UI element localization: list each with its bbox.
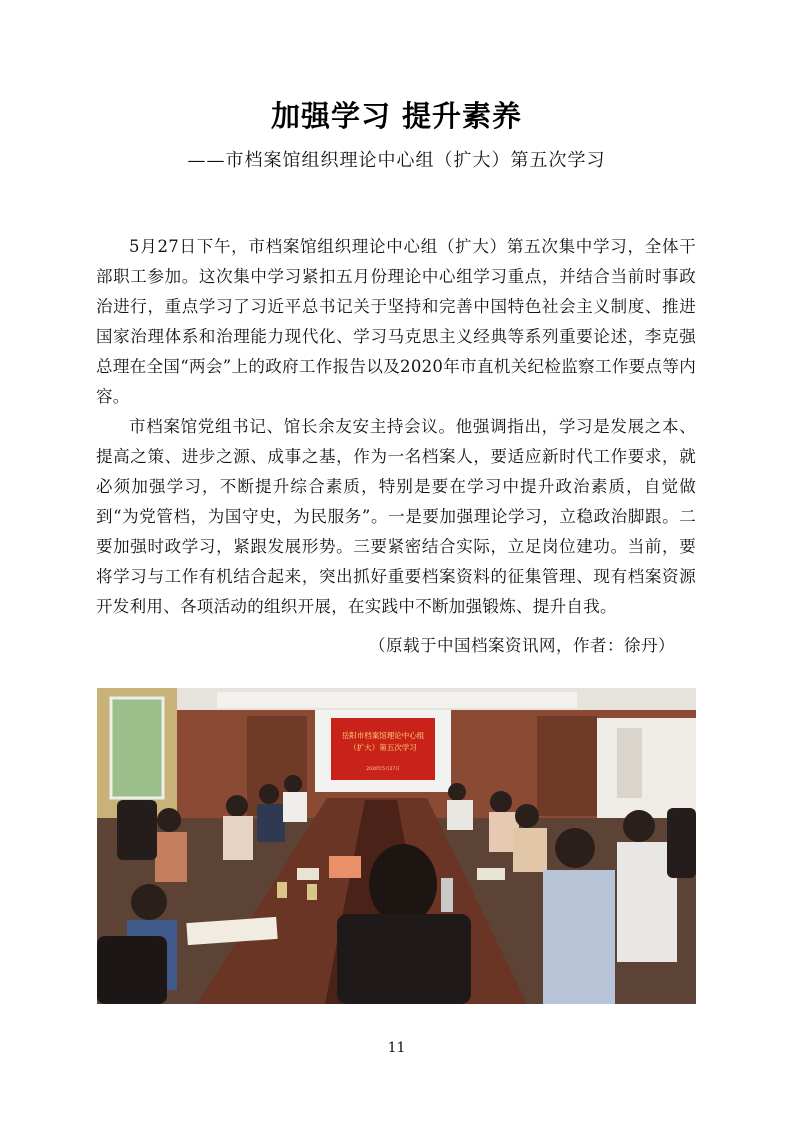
article-subtitle: ——市档案馆组织理论中心组（扩大）第五次学习 — [187, 150, 606, 171]
body-paragraph-2: 市档案馆党组书记、馆长余友安主持会议。他强调指出，学习是发展之本、提高之策、进步之源、成事之基，作为一名档案人，要适应新时代工作要求，就必须加强学习，不断提升综合素质，特别是要在学习中提升政治素质，自觉做到“为党管档，为国守史，为民服务”。一是要加强理论学习，立稳政治脚跟。二要加强时政学习，紧跟发展形势。三要紧密结合实际，立足岗位建功。当前，要将学习与工作有机结合起来，突出抓好重要档案资料的征集管理、现有档案资源开发利用、各项活动的组织开展，在实践中不断加强锻炼、提升自我。 — [96, 417, 696, 616]
meeting-photo — [97, 688, 696, 1004]
article-body — [96, 232, 696, 622]
screen-title-line-2: （扩大）第五次学习 — [349, 743, 417, 752]
article-title: 加强学习 提升素养 — [270, 99, 523, 133]
article-source: （原载于中国档案资讯网，作者：徐丹） — [369, 636, 675, 655]
page-number: 11 — [387, 1040, 406, 1056]
body-paragraph-1: 5月27日下午，市档案馆组织理论中心组（扩大）第五次集中学习，全体干部职工参加。这次集中学习紧扣五月份理论中心组学习重点，并结合当前时事政治进行，重点学习了习近平总书记关于坚持和完善中国特色社会主义制度、推进国家治理体系和治理能力现代化、学习马克思主义经典等系列重要论述，李克强总理在全国“两会”上的政府工作报告以及2020年市直机关纪检监察工作要点等内容。 — [96, 237, 696, 406]
screen-date: 2020年5月27日 — [366, 767, 400, 772]
screen-title-line-1: 岳阳市档案馆理论中心组 — [341, 731, 425, 740]
